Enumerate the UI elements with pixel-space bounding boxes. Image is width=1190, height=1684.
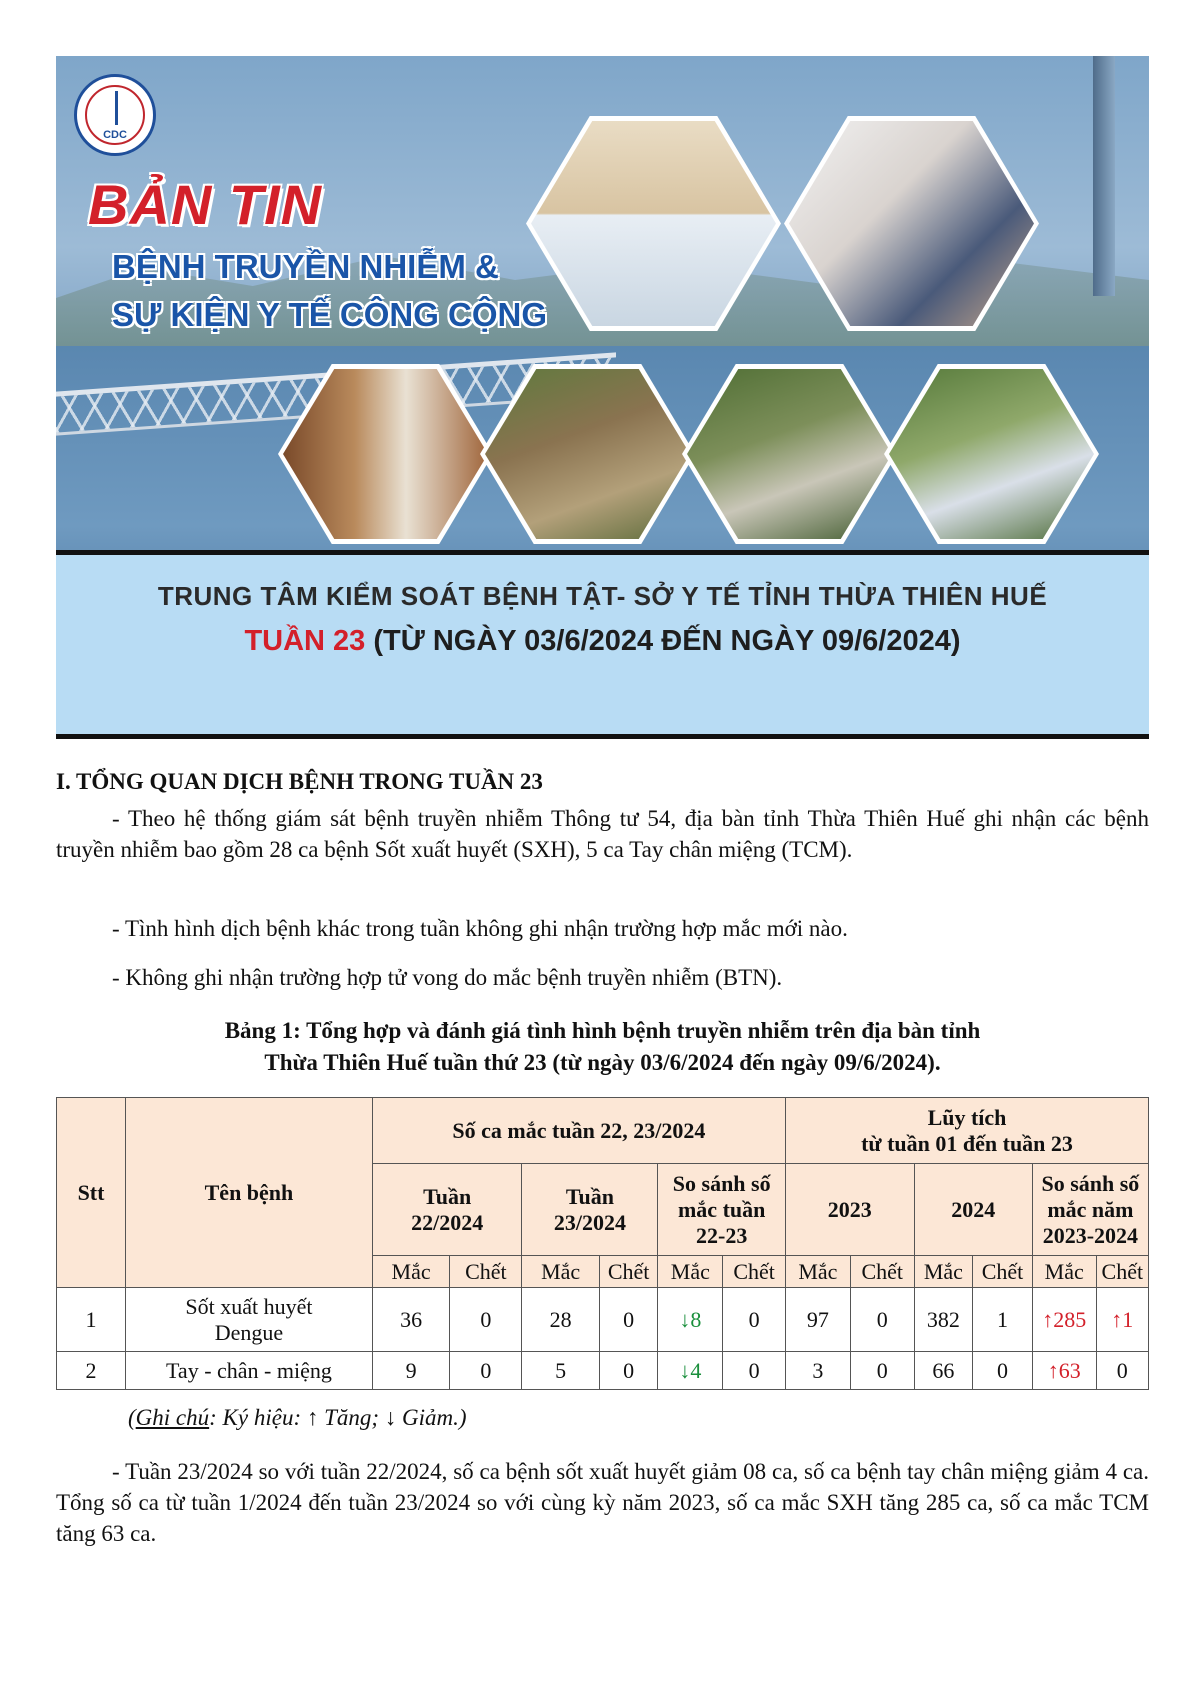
paragraph-other-diseases: - Tình hình dịch bệnh khác trong tuần không ghi nhận trường hợp mắc mới nào. [112,916,848,941]
cell-stt: 1 [57,1288,126,1352]
cell-compare-week-deaths: 0 [723,1352,786,1390]
header-week22-line1: Tuần [423,1183,472,1209]
header-compare-week-line2: mắc tuần [677,1196,766,1222]
table-caption-line1: Bảng 1: Tổng hợp và đánh giá tình hình bệnh truyền nhiễm trên địa bàn tỉnh [224,1018,981,1043]
header-week23-line2: 23/2024 [553,1209,626,1235]
cell-compare-week-deaths: 0 [723,1288,786,1352]
week-label: TUẦN 23 [244,625,366,657]
header-deaths: Chết [1096,1256,1148,1288]
header-compare-week-line1: So sánh số [672,1170,771,1196]
cell-disease-line1: Sốt xuất huyết [185,1293,313,1319]
cell-compare-year-deaths: ↑1 [1096,1288,1148,1352]
header-compare-year-line2: mắc năm [1047,1196,1134,1222]
cell-disease: Tay - chân - miệng [126,1352,373,1390]
paragraph-summary: - Tuần 23/2024 so với tuần 22/2024, số ca bệnh sốt xuất huyết giảm 08 ca, số ca bệnh tay chân miệng giảm 4 ca. Tổng số ca từ tuần 1/2024 đến tuần 23/2024 so với cùng kỳ năm 2023, số ca mắc SXH tăng 285 ca, số ca mắc TCM tăng 63 ca. [56,1459,1149,1546]
header-week22 [372,1164,522,1256]
organization-name: TRUNG TÂM KIỂM SOÁT BỆNH TẬT- SỞ Y TẾ TỈNH THỪA THIÊN HUẾ [157,581,1048,611]
header-deaths: Chết [599,1256,658,1288]
header-deaths: Chết [723,1256,786,1288]
cell-compare-week-cases: ↓4 [658,1352,723,1390]
cell-2024-cases: 66 [914,1352,973,1390]
background-tower [1093,56,1115,296]
section-title: I. TỔNG QUAN DỊCH BỆNH TRONG TUẦN 23 [56,769,543,794]
disease-stats-table [56,1097,1149,1390]
header-compare-year-line3: 2023-2024 [1042,1222,1139,1248]
cell-disease [126,1288,373,1352]
cell-2024-deaths: 0 [973,1352,1033,1390]
week-range: (TỪ NGÀY 03/6/2024 ĐẾN NGÀY 09/6/2024) [365,625,961,657]
header-stt: Stt [57,1098,126,1288]
header-disease: Tên bệnh [126,1098,373,1288]
cell-w22-cases: 36 [372,1288,449,1352]
week-heading [56,625,1149,658]
header-deaths: Chết [850,1256,914,1288]
cell-compare-year-cases: ↑63 [1032,1352,1096,1390]
header-week22-line2: 22/2024 [411,1209,484,1235]
cell-w22-deaths: 0 [450,1288,522,1352]
header-cases: Mắc [658,1256,723,1288]
header-compare-week [658,1164,786,1256]
paragraph-no-deaths: - Không ghi nhận trường hợp tử vong do mắc bệnh truyền nhiễm (BTN). [112,965,783,990]
header-deaths: Chết [450,1256,522,1288]
header-compare-week-line3: 22-23 [696,1222,748,1248]
table-note [128,1405,467,1431]
cell-w23-cases: 28 [522,1288,599,1352]
note-label: Ghi chú [135,1405,210,1430]
cell-compare-year-deaths: 0 [1096,1352,1148,1390]
header-weekly-group: Số ca mắc tuần 22, 23/2024 [372,1098,785,1164]
header-compare-year [1032,1164,1148,1256]
header-cases: Mắc [1032,1256,1096,1288]
banner-title: BẢN TIN [88,173,323,236]
header-cases: Mắc [372,1256,449,1288]
cell-2024-cases: 382 [914,1288,973,1352]
cell-compare-week-cases: ↓8 [658,1288,723,1352]
header-compare-year-line1: So sánh số [1041,1170,1140,1196]
cell-2023-cases: 3 [785,1352,850,1390]
cell-w22-cases: 9 [372,1352,449,1390]
cell-w23-cases: 5 [522,1352,599,1390]
cell-disease-line2: Dengue [214,1319,284,1345]
header-row-1 [57,1098,1149,1164]
header-cases: Mắc [785,1256,850,1288]
header-year2023: 2023 [785,1164,914,1256]
table-caption-line2: Thừa Thiên Huế tuần thứ 23 (từ ngày 03/6/2024 đến ngày 09/6/2024). [264,1050,941,1075]
cell-compare-year-cases: ↑285 [1032,1288,1096,1352]
cell-2024-deaths: 1 [973,1288,1033,1352]
banner-subtitle-line2: SỰ KIỆN Y TẾ CÔNG CỘNG [112,296,548,333]
table-row-hfmd [57,1352,1149,1390]
header-cumulative-line2: từ tuần 01 đến tuần 23 [861,1130,1073,1156]
logo-text: CDC [103,129,127,141]
header-cases: Mắc [522,1256,599,1288]
paragraph-surveillance: - Theo hệ thống giám sát bệnh truyền nhiễm Thông tư 54, địa bàn tỉnh Thừa Thiên Huế ghi nhận các bệnh truyền nhiễm bao gồm 28 ca bệnh Sốt xuất huyết (SXH), 5 ca Tay chân miệng (TCM). [56,806,1149,862]
cell-w23-deaths: 0 [599,1352,658,1390]
banner-footer [56,550,1149,739]
header-week23 [522,1164,658,1256]
note-open: ( [128,1405,136,1430]
table-row-dengue [57,1288,1149,1352]
cell-2023-deaths: 0 [850,1288,914,1352]
header-cases: Mắc [914,1256,973,1288]
caduceus-icon [115,91,118,125]
header-deaths: Chết [973,1256,1033,1288]
banner-subtitle-line1: BỆNH TRUYỀN NHIỄM & [112,248,499,285]
cell-2023-cases: 97 [785,1288,850,1352]
cdc-logo [74,74,156,156]
header-cumulative-group [785,1098,1148,1164]
header-week23-line1: Tuần [565,1183,614,1209]
bulletin-banner [56,56,1149,739]
cell-2023-deaths: 0 [850,1352,914,1390]
cell-w22-deaths: 0 [450,1352,522,1390]
header-cumulative-line1: Lũy tích [927,1104,1007,1130]
header-year2024: 2024 [914,1164,1032,1256]
cell-stt: 2 [57,1352,126,1390]
note-text: : Ký hiệu: ↑ Tăng; ↓ Giảm.) [209,1405,467,1430]
cell-w23-deaths: 0 [599,1288,658,1352]
